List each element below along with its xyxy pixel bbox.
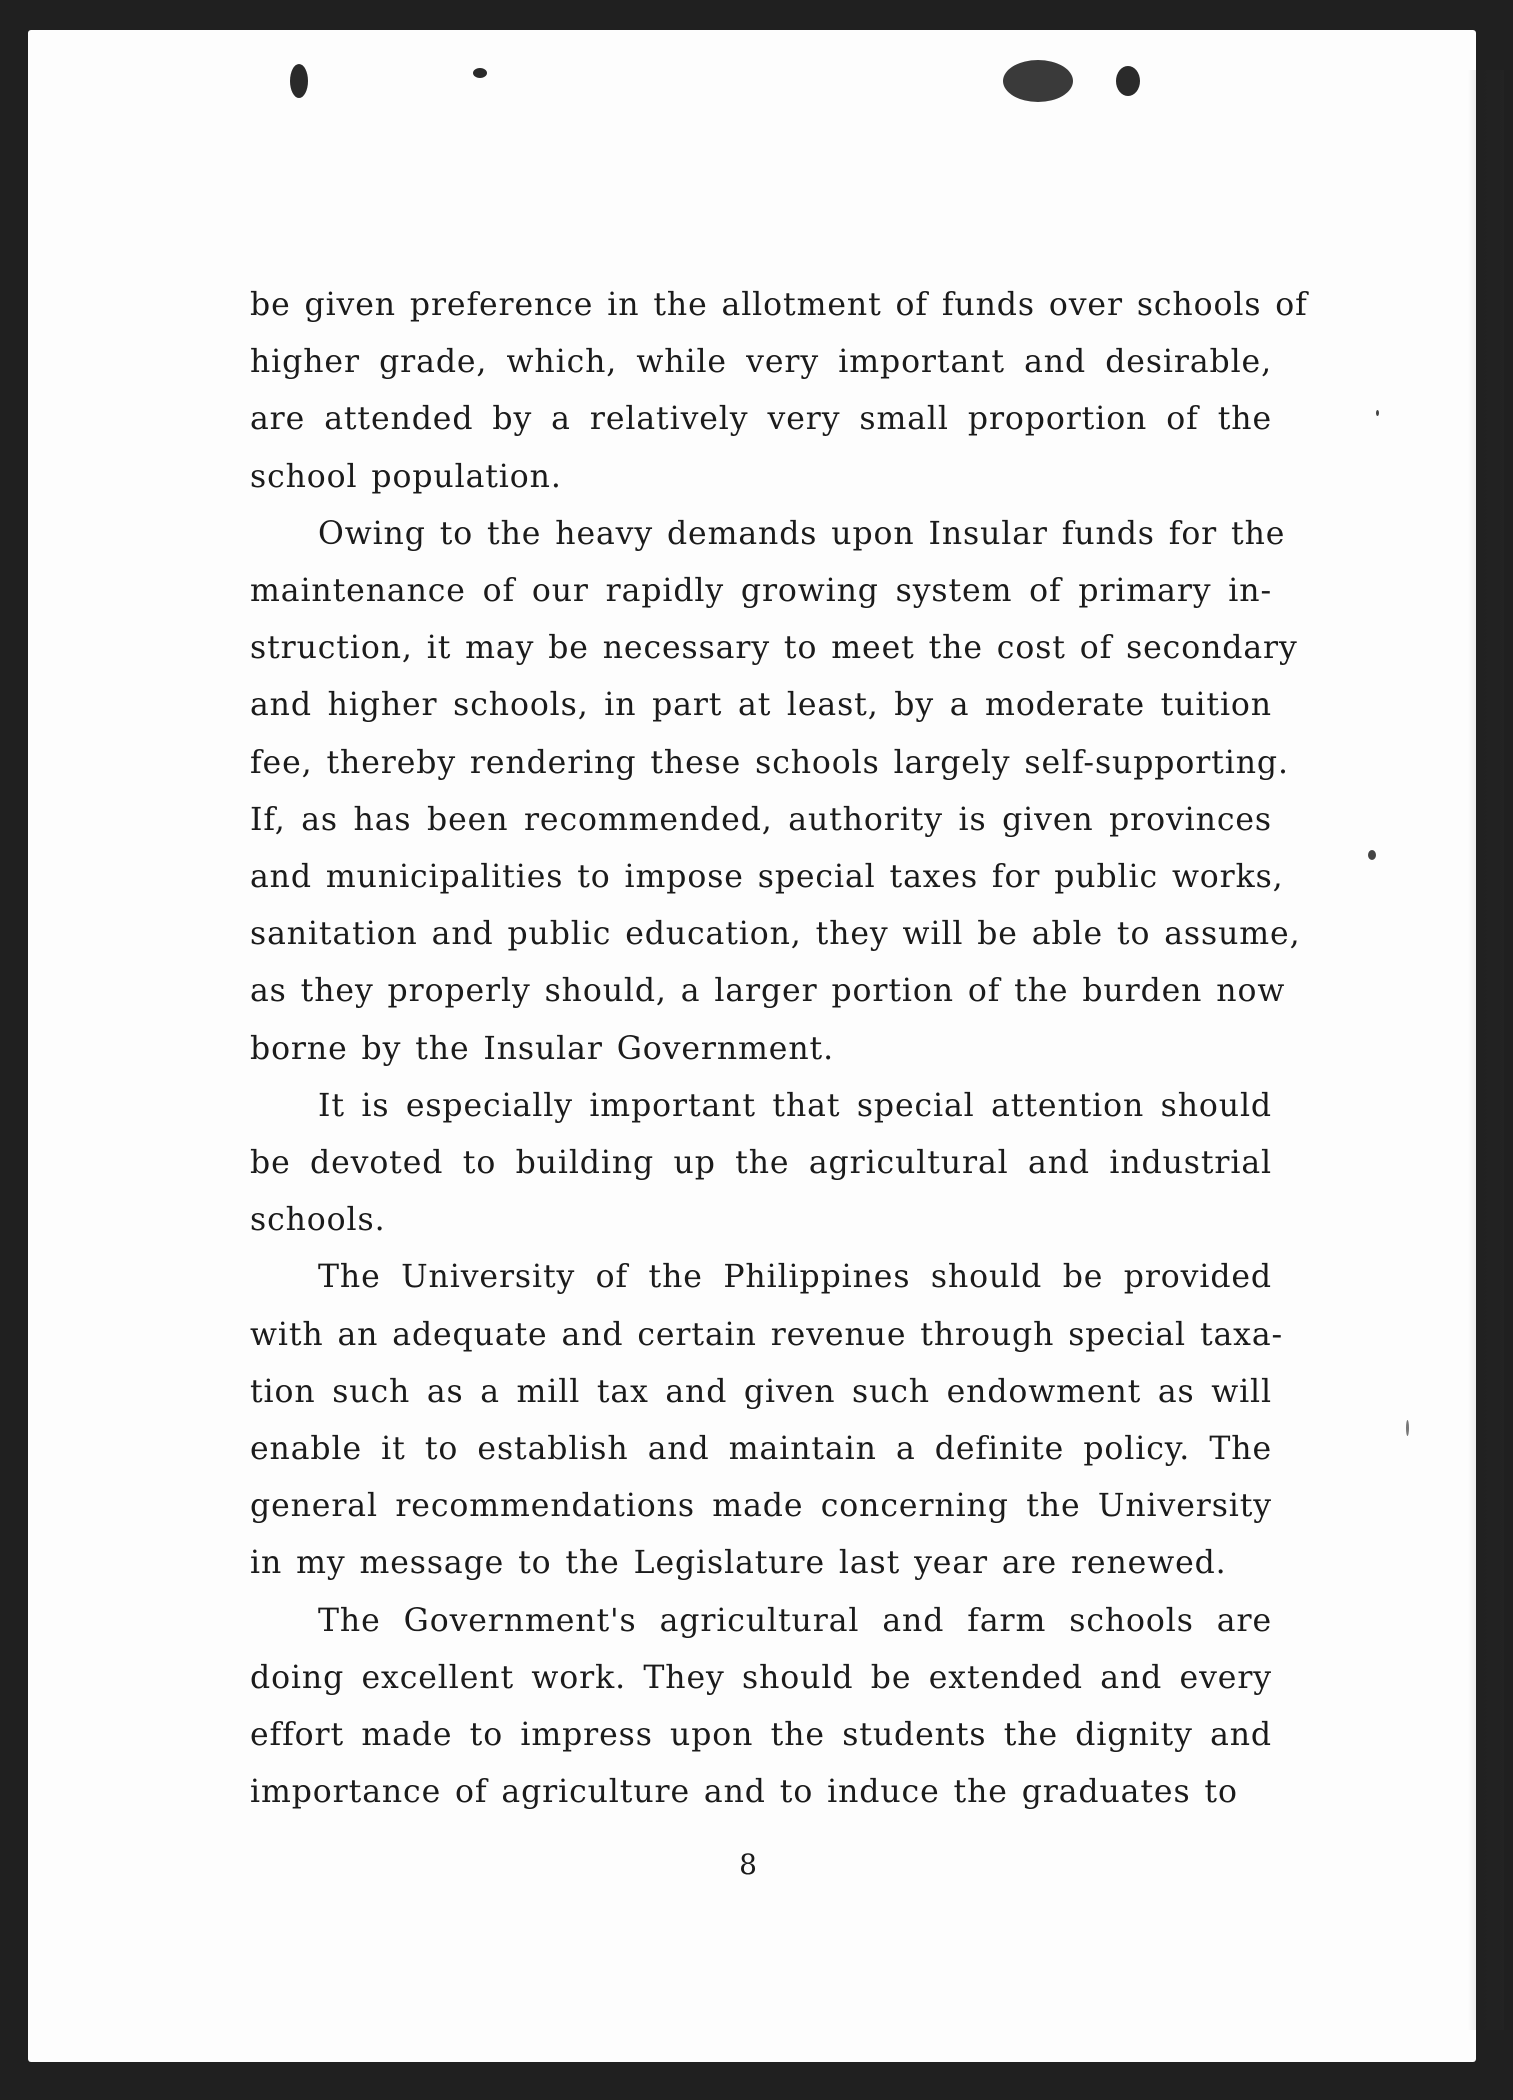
body-text (250, 277, 1308, 1821)
text-line: effort made to impress upon the students the dignity and (250, 1717, 1272, 1754)
punch-hole-mark (473, 68, 487, 78)
text-line: doing excellent work. They should be extended and every (250, 1659, 1272, 1696)
text-line: be given preference in the allotment of funds over schools of (250, 287, 1308, 323)
paragraph (250, 277, 1308, 506)
paragraph (250, 1249, 1284, 1592)
text-line: It is especially important that special attention should (318, 1087, 1272, 1124)
text-line: tion such as a mill tax and given such endowment as will (250, 1373, 1272, 1410)
punch-hole-mark (1116, 66, 1140, 96)
text-line: are attended by a relatively very small proportion of the (250, 401, 1272, 438)
punch-hole-mark (1003, 60, 1073, 102)
text-line: school population. (250, 458, 562, 495)
text-line: and municipalities to impose special taxes for public works, (250, 859, 1284, 896)
text-line: schools. (250, 1202, 386, 1239)
text-line: struction, it may be necessary to meet the cost of secondary (250, 630, 1298, 667)
paragraph (250, 506, 1301, 1078)
text-line: in my message to the Legislature last year are renewed. (250, 1545, 1227, 1582)
text-line: sanitation and public education, they will be able to assume, (250, 916, 1301, 953)
text-line: If, as has been recommended, authority is given provinces (250, 801, 1272, 838)
text-line: Owing to the heavy demands upon Insular funds for the (318, 515, 1286, 552)
text-line: borne by the Insular Government. (250, 1030, 834, 1067)
text-line: The University of the Philippines should be provided (318, 1259, 1272, 1296)
sheet-edge-shadow (1468, 70, 1504, 2030)
paragraph (250, 1593, 1272, 1822)
margin-speck (1376, 410, 1379, 416)
text-line: with an adequate and certain revenue through special taxa- (250, 1316, 1284, 1353)
text-line: and higher schools, in part at least, by a moderate tuition (250, 687, 1272, 724)
text-line: The Government's agricultural and farm schools are (318, 1602, 1272, 1639)
punch-hole-mark (290, 64, 308, 98)
text-line: be devoted to building up the agricultural and industrial (250, 1145, 1272, 1182)
text-line: higher grade, which, while very important and desirable, (250, 344, 1272, 381)
paper-sheet (28, 30, 1476, 2062)
text-line: maintenance of our rapidly growing system of primary in- (250, 573, 1272, 610)
margin-speck (1368, 850, 1376, 860)
text-line: as they properly should, a larger portion of the burden now (250, 973, 1286, 1010)
page-number: 8 (739, 1848, 757, 1881)
paragraph (250, 1078, 1272, 1250)
text-line: fee, thereby rendering these schools largely self-supporting. (250, 744, 1289, 781)
text-line: enable it to establish and maintain a definite policy. The (250, 1431, 1272, 1468)
text-line: importance of agriculture and to induce the graduates to (250, 1774, 1238, 1811)
margin-speck (1406, 1420, 1409, 1436)
text-line: general recommendations made concerning the University (250, 1488, 1272, 1525)
